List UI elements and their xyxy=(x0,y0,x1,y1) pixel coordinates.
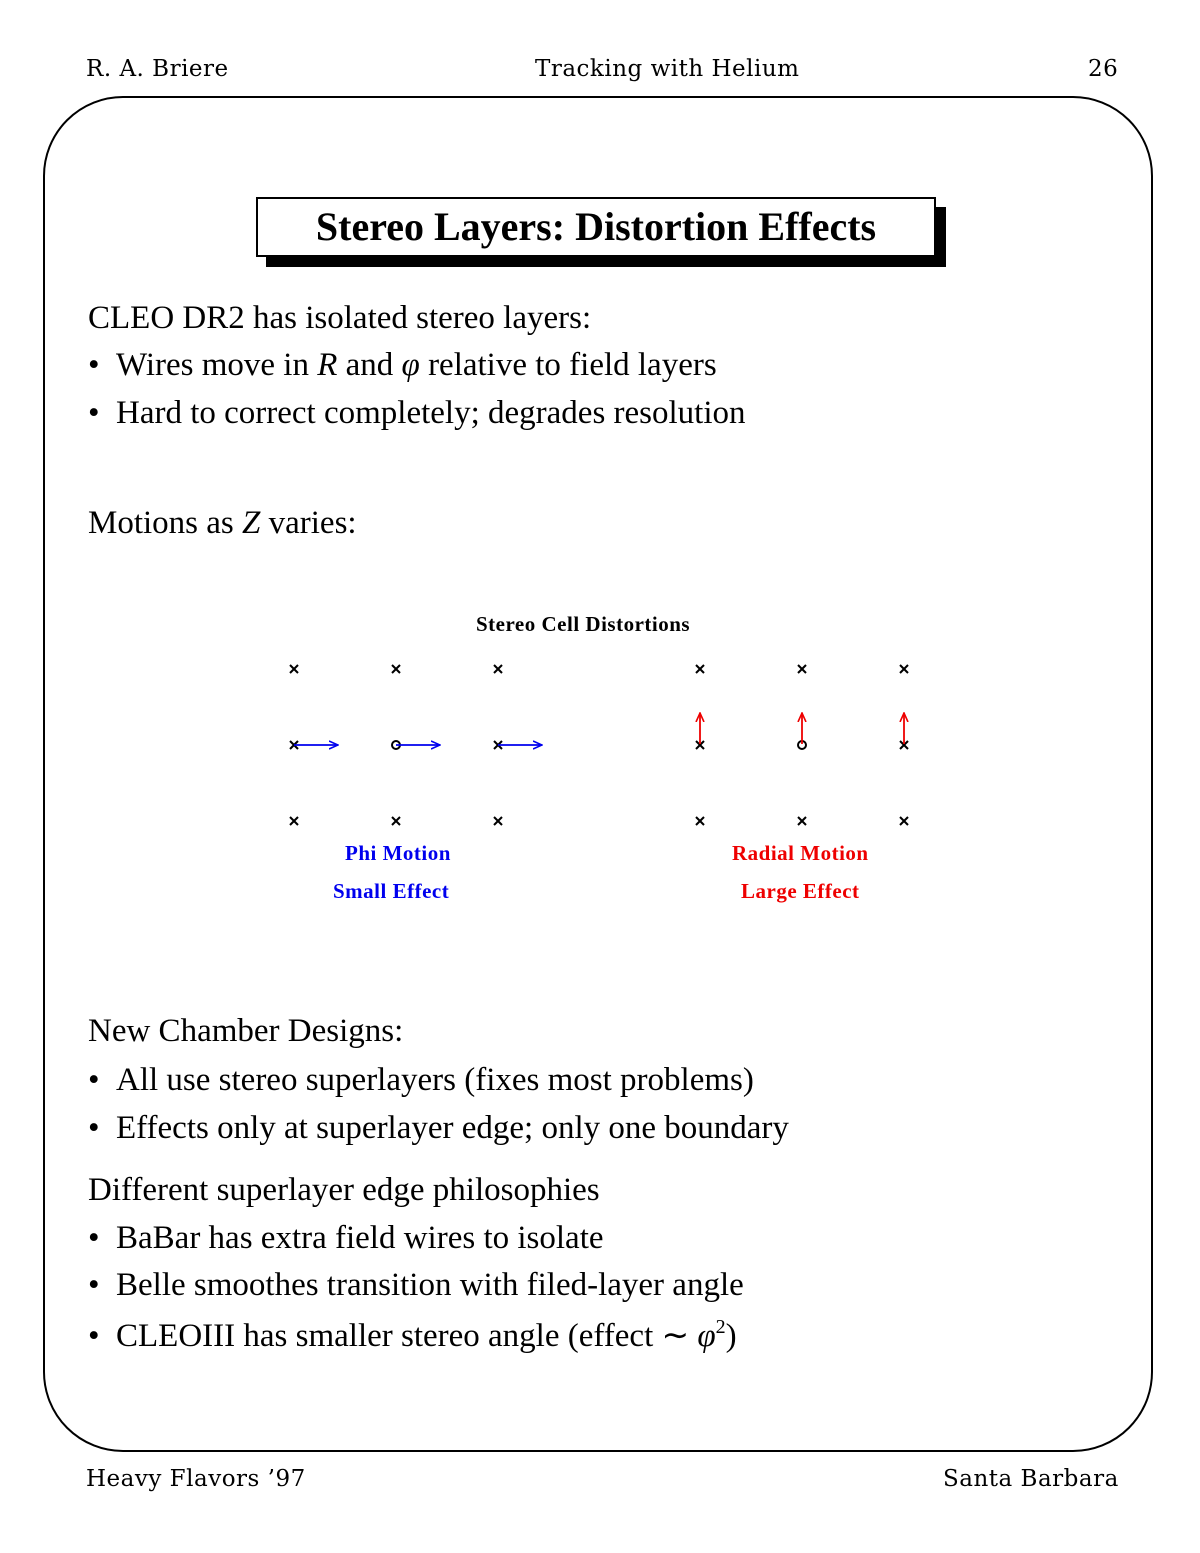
bullet-effects-edge: • Effects only at superlayer edge; only one boundary xyxy=(88,1110,789,1146)
wire-cross-mark xyxy=(494,665,502,673)
radial-motion-label: Radial Motion xyxy=(732,841,869,865)
bullet-dot: • xyxy=(88,1062,100,1098)
slide-title-box xyxy=(256,197,936,257)
footer-conference: Heavy Flavors ’97 xyxy=(86,1466,306,1492)
bullet-dot: • xyxy=(88,395,100,431)
small-effect-label: Small Effect xyxy=(333,879,450,903)
page-number: 26 xyxy=(1088,56,1119,82)
phi-motion-label: Phi Motion xyxy=(345,841,451,865)
wire-cross-mark xyxy=(798,665,806,673)
wire-cross-mark xyxy=(900,665,908,673)
wire-cross-mark xyxy=(290,665,298,673)
diagram-title: Stereo Cell Distortions xyxy=(476,612,691,636)
wire-cross-mark xyxy=(900,817,908,825)
section4-heading: Different superlayer edge philosophies xyxy=(88,1172,600,1208)
stereo-cell-diagram xyxy=(270,605,950,915)
wire-cross-mark xyxy=(798,817,806,825)
bullet-cleoiii: • CLEOIII has smaller stereo angle (effect ∼ $\varphi^2$) xyxy=(88,1316,737,1354)
motions-heading: Motions as Z varies: xyxy=(88,505,357,541)
section3-heading: New Chamber Designs: xyxy=(88,1013,404,1049)
header-author: R. A. Briere xyxy=(86,56,229,82)
large-effect-label: Large Effect xyxy=(741,879,860,903)
wire-cross-mark xyxy=(290,817,298,825)
slide-title: Stereo Layers: Distortion Effects xyxy=(256,197,936,257)
bullet-belle: • Belle smoothes transition with filed-layer angle xyxy=(88,1267,744,1303)
wire-cross-mark xyxy=(392,665,400,673)
wire-cross-mark xyxy=(392,817,400,825)
bullet-dot: • xyxy=(88,1220,100,1256)
header-title: Tracking with Helium xyxy=(535,56,800,82)
bullet-wires-move: • Wires move in R and φ relative to field layers xyxy=(88,347,717,383)
bullet-dot: • xyxy=(88,1110,100,1146)
diagram-graphic xyxy=(270,605,950,915)
bullet-dot: • xyxy=(88,1318,100,1354)
wire-cross-mark xyxy=(696,665,704,673)
bullet-stereo-superlayers: • All use stereo superlayers (fixes most problems) xyxy=(88,1062,754,1098)
bullet-hard-to-correct: • Hard to correct completely; degrades resolution xyxy=(88,395,746,431)
footer-location: Santa Barbara xyxy=(943,1466,1119,1492)
wire-cross-mark xyxy=(696,817,704,825)
bullet-dot: • xyxy=(88,1267,100,1303)
section1-heading: CLEO DR2 has isolated stereo layers: xyxy=(88,300,592,336)
bullet-babar: • BaBar has extra field wires to isolate xyxy=(88,1220,604,1256)
wire-cross-mark xyxy=(494,817,502,825)
bullet-dot: • xyxy=(88,347,100,383)
